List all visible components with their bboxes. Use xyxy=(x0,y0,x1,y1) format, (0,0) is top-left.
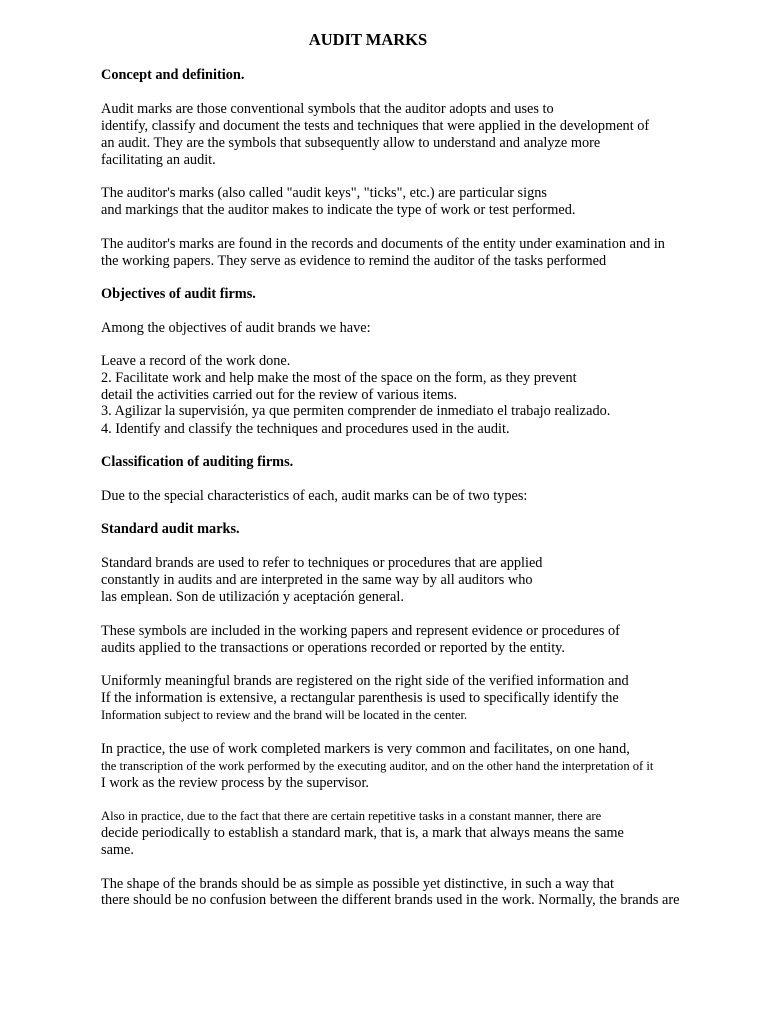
paragraph-line: facilitating an audit. xyxy=(101,152,216,168)
paragraph-line: Information subject to review and the brand will be located in the center. xyxy=(101,708,468,722)
paragraph-line: an audit. They are the symbols that subsequently allow to understand and analyze more xyxy=(101,135,601,151)
list-item: 3. Agilizar la supervisión, ya que permiten comprender de inmediato el trabajo realizado. xyxy=(101,403,611,419)
paragraph-line: las emplean. Son de utilización y aceptación general. xyxy=(101,589,404,605)
paragraph-line: the working papers. They serve as evidence to remind the auditor of the tasks performed xyxy=(101,253,607,269)
paragraph-line: Uniformly meaningful brands are registered on the right side of the verified information and xyxy=(101,673,629,689)
paragraph-line: The auditor's marks are found in the records and documents of the entity under examination and in xyxy=(101,236,665,252)
paragraph-line: same. xyxy=(101,842,134,858)
section-heading-classification: Classification of auditing firms. xyxy=(101,454,294,470)
page-title: AUDIT MARKS xyxy=(308,30,428,49)
paragraph-line: The shape of the brands should be as simple as possible yet distinctive, in such a way that xyxy=(101,876,614,892)
list-item: 2. Facilitate work and help make the most of the space on the form, as they prevent xyxy=(101,370,577,386)
paragraph-line: The auditor's marks (also called "audit keys", "ticks", etc.) are particular signs xyxy=(101,185,547,201)
paragraph-line: and markings that the auditor makes to indicate the type of work or test performed. xyxy=(101,202,576,218)
paragraph-line: Also in practice, due to the fact that there are certain repetitive tasks in a constant manner, there are xyxy=(101,809,602,823)
paragraph-line: Standard brands are used to refer to techniques or procedures that are applied xyxy=(101,555,543,571)
list-item: Leave a record of the work done. xyxy=(101,353,291,369)
section-heading-objectives: Objectives of audit firms. xyxy=(101,286,256,302)
paragraph-line: If the information is extensive, a rectangular parenthesis is used to specifically identify the xyxy=(101,690,619,706)
paragraph-line: decide periodically to establish a standard mark, that is, a mark that always means the same xyxy=(101,825,624,841)
paragraph-line: Audit marks are those conventional symbols that the auditor adopts and uses to xyxy=(101,101,554,117)
paragraph-line: Among the objectives of audit brands we have: xyxy=(101,320,371,336)
paragraph-line: audits applied to the transactions or operations recorded or reported by the entity. xyxy=(101,640,565,656)
list-item: 4. Identify and classify the techniques and procedures used in the audit. xyxy=(101,421,510,437)
list-item: detail the activities carried out for the review of various items. xyxy=(101,387,458,403)
section-heading-concept: Concept and definition. xyxy=(101,67,245,83)
section-heading-standard-marks: Standard audit marks. xyxy=(101,521,240,537)
paragraph-line: constantly in audits and are interpreted in the same way by all auditors who xyxy=(101,572,533,588)
paragraph-line: I work as the review process by the supervisor. xyxy=(101,775,369,791)
paragraph-line: there should be no confusion between the different brands used in the work. Normally, the brands are xyxy=(101,892,680,908)
paragraph-line: the transcription of the work performed by the executing auditor, and on the other hand the interpretation of it xyxy=(101,759,654,773)
paragraph-line: identify, classify and document the tests and techniques that were applied in the development of xyxy=(101,118,650,134)
paragraph-line: These symbols are included in the working papers and represent evidence or procedures of xyxy=(101,623,620,639)
paragraph-line: In practice, the use of work completed markers is very common and facilitates, on one hand, xyxy=(101,741,630,757)
paragraph-line: Due to the special characteristics of each, audit marks can be of two types: xyxy=(101,488,528,504)
